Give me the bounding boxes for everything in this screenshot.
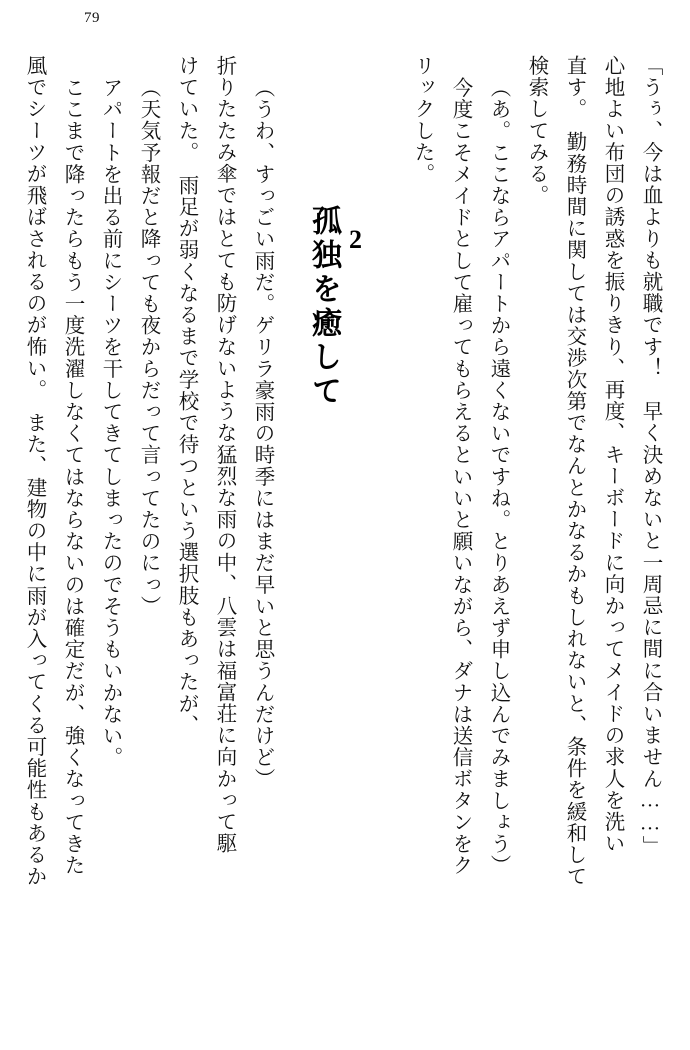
text-column: （あ。ここならアパートから遠くないですね。とりあえず申し込んでみましょう）: [487, 77, 509, 877]
text-column: 折りたたみ傘ではとても防げないような猛烈な雨の中、八雲は福富荘に向かって駆: [213, 55, 235, 855]
text-column: 風でシーツが飛ばされるのが怖い。 また、建物の中に雨が入ってくる可能性もあるか: [23, 55, 45, 888]
text-column: （うわ、すっごい雨だ。ゲリラ豪雨の時季にはまだ早いと思うんだけど）: [251, 77, 273, 790]
text-column: 「うぅ、今は血よりも就職です！ 早く決めないと一周忌に間に合いません……」: [639, 55, 661, 858]
section-number: 2: [341, 225, 370, 254]
text-column: 直す。 勤務時間に関しては交渉次第でなんとかなるかもしれないと、条件を緩和して: [563, 55, 585, 888]
text-column: リックした。: [411, 55, 433, 185]
text-column: 検索してみる。: [525, 55, 547, 207]
text-column: ここまで降ったらもう一度洗濯しなくてはならないのは確定だが、強くなってきた: [61, 77, 83, 877]
page-number: 79: [84, 10, 100, 26]
text-column: 心地よい布団の誘惑を振りきり、再度、キーボードに向かってメイドの求人を洗い: [601, 55, 623, 855]
text-column: （天気予報だと降っても夜からだって言ってたのにっ）: [137, 77, 159, 617]
text-column: けていた。 雨足が弱くなるまで学校で待つという選択肢もあったが、: [175, 55, 197, 736]
section-title: 孤独を癒して: [307, 205, 340, 409]
vertical-text-body: [23, 55, 661, 1040]
text-column: アパートを出る前にシーツを干してきてしまったのでそうもいかない。: [99, 77, 121, 769]
text-column: 今度こそメイドとして雇ってもらえるといいと願いながら、ダナは送信ボタンをク: [449, 77, 471, 877]
